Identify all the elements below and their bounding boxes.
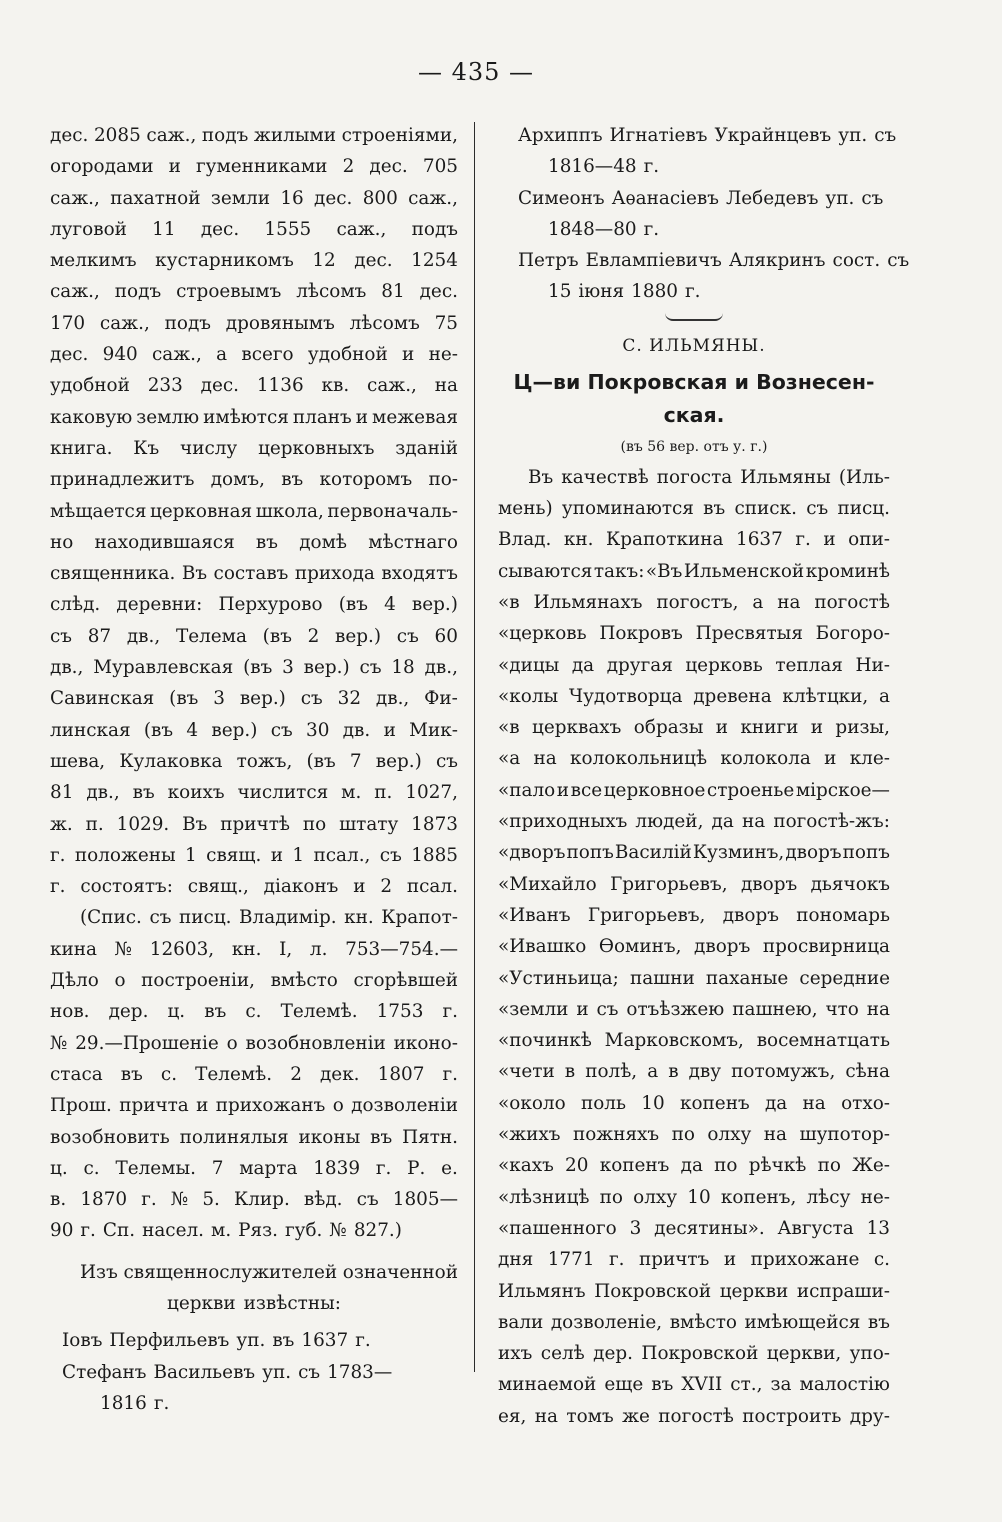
body-text-line: «чети в полѣ, а в дву потомужъ, сѣна <box>498 1061 890 1083</box>
body-text-line: кина № 12603, кн. I, л. 753—754.— <box>50 938 458 960</box>
body-text-line: ихъ селѣ дер. Покровской церкви, упо- <box>498 1343 890 1365</box>
body-text-line: «в церквахъ образы и книги и ризы, <box>498 717 890 739</box>
body-text-line: «пашенного 3 десятины». Августа 13 <box>498 1217 890 1239</box>
body-text-line: минаемой еще въ XVII ст., за малостію <box>498 1374 890 1396</box>
body-text-line: луговой 11 дес. 1555 саж., подъ <box>50 218 458 240</box>
body-text-line: (Спис. съ писц. Владимір. кн. Крапот- <box>80 907 458 929</box>
page-number: — 435 — <box>417 58 535 86</box>
body-text-line: «кахъ 20 копенъ да по рѣчкѣ по Же- <box>498 1155 890 1177</box>
body-text-line: мелкимъ кустарникомъ 12 дес. 1254 <box>50 250 458 272</box>
body-text-line: г. положены 1 свящ. и 1 псал., съ 1885 <box>50 844 458 866</box>
body-text-line: мѣщается церковная школа, первоначаль- <box>50 500 458 522</box>
church-heading-cont: ская. <box>663 402 725 427</box>
body-text-line: дес. 940 саж., а всего удобной и не- <box>50 344 458 366</box>
body-text-line: Ильмянъ Покровской церкви испраши- <box>498 1280 890 1302</box>
body-text-line: принадлежитъ домъ, въ которомъ по- <box>50 469 458 491</box>
column-divider <box>474 122 475 1372</box>
body-text-line: каковую землю имѣются планъ и межевая <box>50 406 458 428</box>
clergy-entry-line: 15 іюня 1880 г. <box>548 281 701 303</box>
body-text-line: дня 1771 г. причтъ и прихожане с. <box>498 1249 890 1271</box>
body-text-line: ея, на томъ же погостѣ построить дру- <box>498 1405 890 1427</box>
body-text-line: «жихъ пожняхъ по олху на шупотор- <box>498 1124 890 1146</box>
body-text-line: «земли и съ отъѣзжею пашнею, что на <box>498 998 890 1020</box>
body-text-line: но находившаяся въ домѣ мѣстнаго <box>50 531 458 553</box>
clergy-intro-line: Изъ священнослужителей означенной <box>80 1261 458 1283</box>
body-text-line: возобновить полинялыя иконы въ Пятн. <box>50 1126 458 1148</box>
body-text-line: «пало и все церковное строенье мірское— <box>498 779 890 801</box>
body-text-line: ж. п. 1029. Въ причтѣ по штату 1873 <box>50 813 458 835</box>
body-text-line: «церковь Покровъ Пресвятыя Богоро- <box>498 623 890 645</box>
body-text-line: саж., пахатной земли 16 дес. 800 саж., <box>50 187 458 209</box>
clergy-entry-line: Петръ Евлампіевичъ Алякринъ сост. съ <box>518 250 910 272</box>
body-text-line: «Устиньица; пашни паханые середние <box>498 967 890 989</box>
body-text-line: № 29.—Прошеніе о возобновленіи иконо- <box>50 1032 458 1054</box>
body-text-line: ц. с. Телемы. 7 марта 1839 г. Р. е. <box>50 1157 458 1179</box>
body-text-line: «починкѣ Марковскомъ, восемнатцать <box>498 1030 890 1052</box>
clergy-entry-line: Іовъ Перфильевъ уп. въ 1637 г. <box>62 1330 371 1352</box>
body-text-line: огородами и гуменниками 2 дес. 705 <box>50 156 458 178</box>
body-text-line: «Ивашко Ѳоминъ, дворъ просвирница <box>498 936 890 958</box>
body-text-line: 170 саж., подъ дровянымъ лѣсомъ 75 <box>50 312 458 334</box>
body-text-line: 81 дв., въ коихъ числится м. п. 1027, <box>50 782 458 804</box>
body-text-line: 90 г. Сп. насел. м. Ряз. губ. № 827.) <box>50 1220 402 1242</box>
body-text-line: дв., Муравлевская (въ 3 вер.) съ 18 дв., <box>50 657 458 679</box>
body-text-line: мень) упоминаются въ списк. съ писц. <box>498 498 890 520</box>
clergy-entry-line: 1848—80 г. <box>548 218 660 240</box>
body-text-line: «дицы да другая церковь теплая Ни- <box>498 654 890 676</box>
body-text-line: г. состоятъ: свящ., діаконъ и 2 псал. <box>50 876 458 898</box>
body-text-line: «колы Чудотворца древена клѣтцки, а <box>498 685 890 707</box>
body-text-line: «Михайло Григорьевъ, дворъ дьячокъ <box>498 873 890 895</box>
body-text-line: Прош. причта и прихожанъ о дозволеніи <box>50 1095 458 1117</box>
clergy-entry-line: 1816 г. <box>100 1392 170 1414</box>
church-heading: Ц—ви Покровская и Вознесен- <box>513 369 875 394</box>
body-text-line: съ 87 дв., Телема (въ 2 вер.) съ 60 <box>50 625 458 647</box>
body-text-line: «а на колокольницѣ колокола и кле- <box>498 748 890 770</box>
body-text-line: линская (въ 4 вер.) съ 30 дв. и Мик- <box>50 719 458 741</box>
clergy-entry-line: Стефанъ Васильевъ уп. съ 1783— <box>62 1361 393 1383</box>
body-text-line: Въ качествѣ погоста Ильмяны (Иль- <box>528 466 890 488</box>
body-text-line: «приходныхъ людей, да на погостѣ-жъ: <box>498 811 890 833</box>
ornament-rule <box>498 308 890 326</box>
body-text-line: Дѣло о построеніи, вмѣсто сгорѣвшей <box>50 970 458 992</box>
body-text-line: «около поль 10 копенъ да на отхо- <box>498 1092 890 1114</box>
distance-note: (въ 56 вер. отъ у. г.) <box>620 438 768 455</box>
body-text-line: Влад. кн. Крапоткина 1637 г. и опи- <box>498 529 890 551</box>
body-text-line: книга. Къ числу церковныхъ зданій <box>50 437 458 459</box>
body-text-line: слѣд. деревни: Перхурово (въ 4 вер.) <box>50 594 458 616</box>
clergy-entry-line: Симеонъ Аѳанасіевъ Лебедевъ уп. съ <box>518 187 884 209</box>
body-text-line: священника. Въ составъ прихода входятъ <box>50 563 458 585</box>
body-text-line: нов. дер. ц. въ с. Телемѣ. 1753 г. <box>50 1001 458 1023</box>
body-text-line: «дворъ попъ Василій Кузминъ, дворъ попъ <box>498 842 890 864</box>
body-text-line: сываются такъ: «Въ Ильменской кроминѣ <box>498 560 890 582</box>
left-column <box>50 120 458 1419</box>
body-text-line: саж., подъ строевымъ лѣсомъ 81 дес. <box>50 281 458 303</box>
body-text-line: дес. 2085 саж., подъ жилыми строеніями, <box>50 125 458 146</box>
body-text-line: «Иванъ Григорьевъ, дворъ пономарь <box>498 904 890 926</box>
body-text-line: удобной 233 дес. 1136 кв. саж., на <box>50 375 458 397</box>
body-text-line: «в Ильмянахъ погостъ, а на погостѣ <box>498 591 890 613</box>
right-column <box>498 120 910 1432</box>
clergy-intro-line: церкви извѣстны: <box>167 1292 341 1314</box>
clergy-entry-line: Архиппъ Игнатіевъ Украйнцевъ уп. съ <box>518 125 897 146</box>
body-text-line: стаса въ с. Телемѣ. 2 дек. 1807 г. <box>50 1063 458 1085</box>
body-text-line: «лѣзницѣ по олху 10 копенъ, лѣсу не- <box>498 1186 890 1208</box>
body-text-line: в. 1870 г. № 5. Клир. вѣд. съ 1805— <box>50 1189 458 1211</box>
body-text-line: шева, Кулаковка тожъ, (въ 7 вер.) съ <box>50 750 458 772</box>
body-text-line: Савинская (въ 3 вер.) съ 32 дв., Фи- <box>50 688 458 710</box>
village-title: С. ИЛЬМЯНЫ. <box>622 335 766 356</box>
body-text-line: вали дозволеніе, вмѣсто имѣющейся въ <box>498 1311 890 1333</box>
clergy-entry-line: 1816—48 г. <box>548 156 660 178</box>
